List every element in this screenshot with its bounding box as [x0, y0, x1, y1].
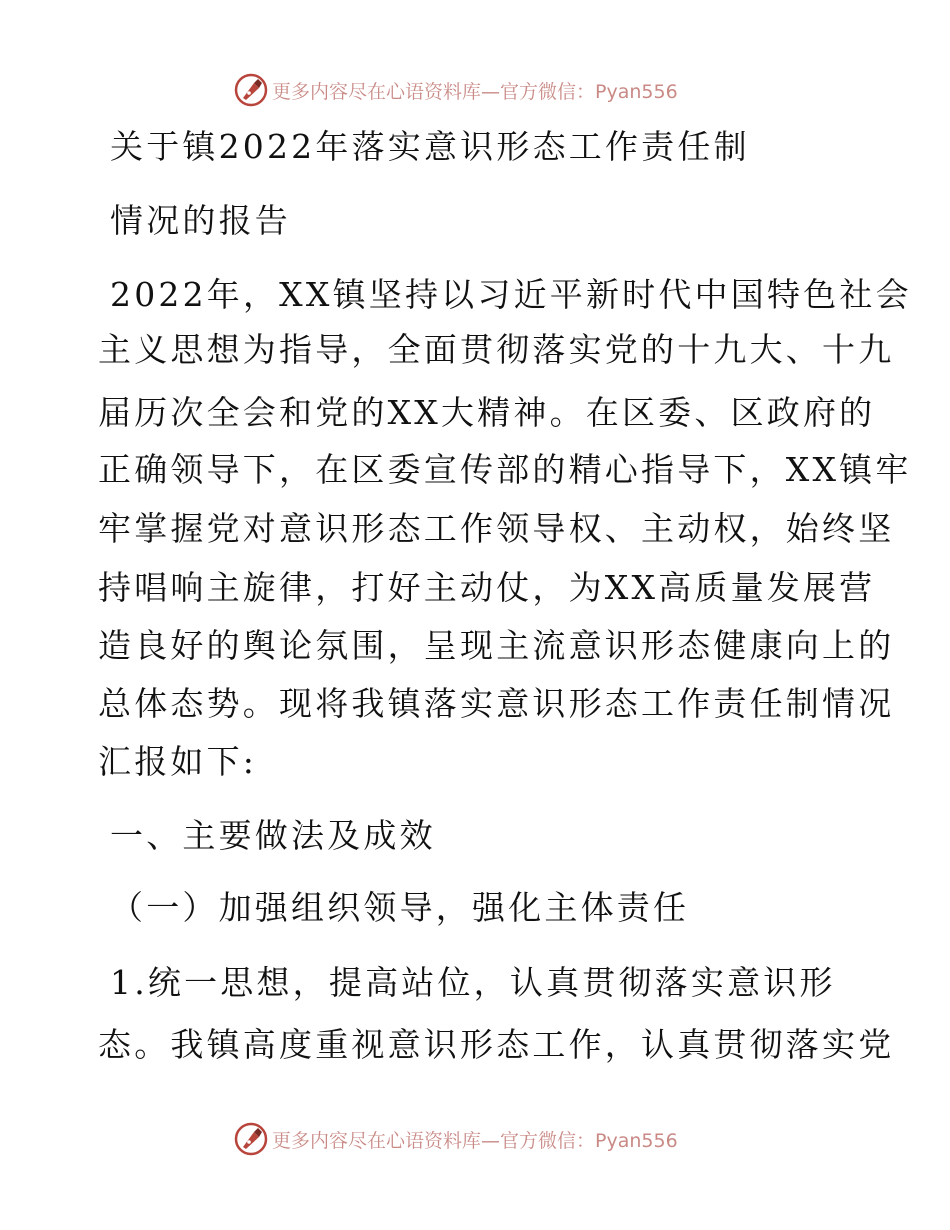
- paragraph-line: 2022年，XX镇坚持以习近平新时代中国特色社会: [110, 275, 912, 314]
- document-title-line-2: 情况的报告: [110, 201, 291, 240]
- item-line: 态。我镇高度重视意识形态工作，认真贯彻落实党: [98, 1025, 895, 1064]
- paragraph-line: 汇报如下:: [98, 742, 258, 781]
- paragraph-line: 主义思想为指导，全面贯彻落实党的十九大、十九: [98, 330, 895, 369]
- pen-nib-logo-icon: [234, 1122, 268, 1156]
- watermark-text: 更多内容尽在心语资料库—官方微信：Pyan556: [272, 80, 678, 103]
- section-heading: 一、主要做法及成效: [110, 816, 436, 855]
- paragraph-line: 届历次全会和党的XX大精神。在区委、区政府的: [98, 393, 876, 432]
- paragraph-line: 总体态势。现将我镇落实意识形态工作责任制情况: [98, 684, 895, 723]
- footer-watermark: [234, 1121, 678, 1157]
- document-title-line-1: 关于镇2022年落实意识形态工作责任制: [110, 127, 750, 166]
- paragraph-line: 牢掌握党对意识形态工作领导权、主动权，始终坚: [98, 509, 895, 548]
- paragraph-line: 持唱响主旋律，打好主动仗，为XX高质量发展营: [98, 568, 876, 607]
- paragraph-line: 正确领导下，在区委宣传部的精心指导下，XX镇牢: [98, 450, 912, 489]
- watermark-text: 更多内容尽在心语资料库—官方微信：Pyan556: [272, 1129, 678, 1152]
- header-watermark: [234, 72, 678, 108]
- item-line: 1.统一思想，提高站位，认真贯彻落实意识形: [110, 963, 836, 1002]
- subsection-heading: （一）加强组织领导，强化主体责任: [110, 888, 690, 927]
- paragraph-line: 造良好的舆论氛围，呈现主流意识形态健康向上的: [98, 626, 895, 665]
- pen-nib-logo-icon: [234, 73, 268, 107]
